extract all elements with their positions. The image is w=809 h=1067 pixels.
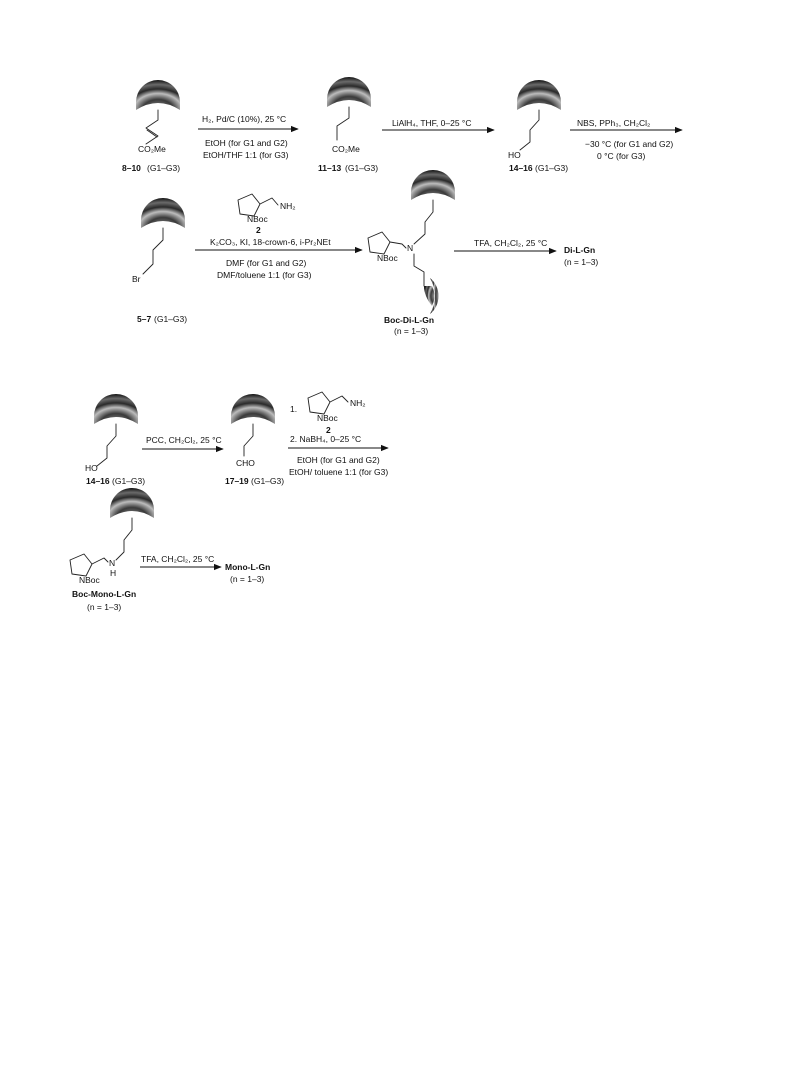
step-reagents: PCC, CH₂Cl₂, 25 °C (146, 435, 222, 445)
step-reagents: NBS, PPh₃, CH₂Cl₂ (577, 118, 651, 128)
reaction-step-2 (382, 118, 494, 130)
compound-name: Boc-Mono-L-Gn (72, 589, 137, 599)
step-cond-b: 0 °C (for G3) (597, 151, 646, 161)
reaction-step-3 (570, 118, 682, 161)
step-cond-a: −30 °C (for G1 and G2) (585, 139, 674, 149)
secondary-amine-n: N (109, 558, 116, 568)
compound-number: 8–10 (122, 163, 141, 173)
step-reagents: LiAlH₄, THF, 0–25 °C (392, 118, 472, 128)
dendron-icon (231, 394, 275, 424)
reagent-compound-number: 2 (256, 225, 261, 235)
amine-nboc: NBoc (317, 413, 338, 423)
amine-2-structure (238, 194, 296, 224)
compound-number: 14–16 (509, 163, 533, 173)
compound-di-l-gn (564, 245, 598, 267)
amine-nh2: NH₂ (280, 201, 296, 211)
hydroxyl-group: HO (85, 463, 98, 473)
compound-name: Di-L-Gn (564, 245, 596, 255)
step-reagents: TFA, CH₂Cl₂, 25 °C (474, 238, 548, 248)
reaction-step-4 (195, 194, 362, 280)
amine-2-structure (308, 392, 366, 423)
reaction-step-1 (198, 114, 298, 160)
dendron-icon (411, 170, 455, 200)
dendron-icon (94, 394, 138, 424)
step-number-1: 1. (290, 404, 298, 414)
step-solvent-b: EtOH/ toluene 1:1 (for G3) (289, 467, 389, 477)
step-reagents: H₂, Pd/C (10%), 25 °C (202, 114, 287, 124)
generation-label: (G1–G3) (535, 163, 569, 173)
step-number-2: 2. NaBH₄, 0–25 °C (290, 434, 362, 444)
generation-label: (G1–G3) (154, 314, 188, 324)
aldehyde-group: CHO (236, 458, 255, 468)
step-solvent-b: EtOH/THF 1:1 (for G3) (203, 150, 289, 160)
step-solvent-a: DMF (for G1 and G2) (226, 258, 307, 268)
reaction-step-s2-3 (140, 554, 221, 567)
compound-14-16-s2 (85, 394, 145, 486)
reaction-step-5 (454, 238, 556, 251)
dendron-icon (517, 80, 561, 110)
tertiary-amine-n: N (407, 243, 414, 253)
ester-group: CO₂Me (138, 144, 166, 154)
compound-5-7 (132, 198, 187, 324)
generation-label: (G1–G3) (251, 476, 285, 486)
dendron-icon (110, 488, 154, 518)
step-reagents: TFA, CH₂Cl₂, 25 °C (141, 554, 215, 564)
compound-8-10 (122, 80, 180, 173)
compound-11-13 (318, 77, 378, 173)
compound-17-19 (225, 394, 284, 486)
compound-boc-di-l-gn (368, 170, 455, 336)
amine-nh2: NH₂ (350, 398, 366, 408)
dendron-icon (424, 286, 434, 306)
generation-label: (G1–G3) (345, 163, 379, 173)
step-solvent-a: EtOH (for G1 and G2) (205, 138, 288, 148)
reaction-step-s2-2 (288, 392, 388, 477)
compound-n-range: (n = 1–3) (394, 326, 429, 336)
amine-nboc: NBoc (247, 214, 268, 224)
step-reagents: K₂CO₃, KI, 18-crown-6, i-Pr₂NEt (210, 237, 331, 247)
compound-name: Boc-Di-L-Gn (384, 315, 435, 325)
compound-number: 17–19 (225, 476, 249, 486)
generation-label: (G1–G3) (112, 476, 146, 486)
compound-boc-mono-l-gn (70, 488, 154, 612)
compound-n-range: (n = 1–3) (564, 257, 599, 267)
compound-number: 5–7 (137, 314, 152, 324)
reagent-compound-number: 2 (326, 425, 331, 435)
compound-number: 14–16 (86, 476, 110, 486)
compound-number: 11–13 (318, 163, 342, 173)
compound-n-range: (n = 1–3) (230, 574, 265, 584)
dendron-icon (141, 198, 185, 228)
step-solvent-a: EtOH (for G1 and G2) (297, 455, 380, 465)
ester-group: CO₂Me (332, 144, 360, 154)
compound-n-range: (n = 1–3) (87, 602, 122, 612)
hydroxyl-group: HO (508, 150, 521, 160)
dendron-icon (136, 80, 180, 110)
secondary-amine-h: H (110, 568, 117, 578)
step-solvent-b: DMF/toluene 1:1 (for G3) (217, 270, 312, 280)
amine-nboc: NBoc (377, 253, 398, 263)
compound-mono-l-gn (225, 562, 270, 584)
dendron-icon (327, 77, 371, 107)
reaction-step-s2-1 (142, 435, 223, 449)
generation-label: (G1–G3) (147, 163, 181, 173)
compound-14-16 (508, 80, 568, 173)
bromo-group: Br (132, 274, 141, 284)
amine-nboc: NBoc (79, 575, 100, 585)
compound-name: Mono-L-Gn (225, 562, 271, 572)
